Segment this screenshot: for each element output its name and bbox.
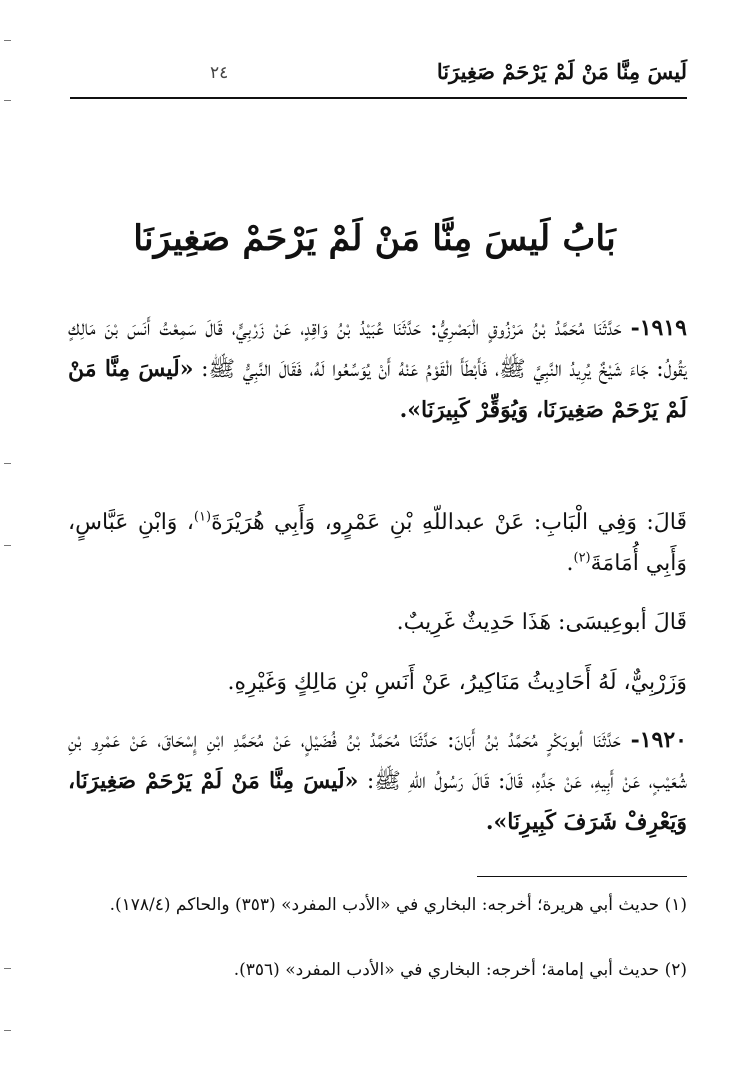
scan-margin-mark: [4, 1030, 11, 1031]
running-header: [70, 55, 687, 99]
scan-margin-mark: [4, 463, 11, 464]
footnote-1: (١) حديث أبي هريرة؛ أخرجه: البخاري في «الأدب المفرد» (٣٥٣) والحاكم (١٧٨/٤).: [109, 895, 687, 915]
scan-margin-mark: [4, 545, 11, 546]
comment-abu-isa: قَالَ أبوعِيسَى: هَذَا حَدِيثٌ غَرِيبٌ.: [396, 610, 687, 635]
hadith-number: ١٩٢٠-: [630, 727, 687, 753]
scan-margin-mark: [4, 100, 11, 101]
hadith-text: حَدَّثَنَا أبوبَكْرٍ مُحَمَّدُ بْنُ أَبَانَ: حَدَّثَنَا مُحَمَّدُ بْنُ فُضَيْلٍ، عَنْ مُحَمَّدِ ابْنِ إِسْحَاقَ، عَنْ عَمْرِو بْنِ شُعَيْبٍ، عَنْ أَبِيهِ، عَنْ جَدِّهِ، قَالَ: قَالَ رَسُولُ اللّهِ ﷺ:: [68, 728, 687, 794]
hadith-number: ١٩١٩-: [630, 315, 687, 341]
page-number: ٢٤: [210, 63, 229, 83]
footnote-ref-1[interactable]: (١): [193, 509, 212, 525]
scan-margin-mark: [4, 968, 11, 969]
footnote-ref-2[interactable]: (٢): [573, 550, 591, 566]
prophet-quote: «لَيسَ مِنَّا مَنْ لَمْ يَرْحَمْ صَغِيرَنَا، وَيَعْرِفْ شَرَفَ كَبِيرِنَا».: [68, 768, 687, 835]
hadith-text: حَدَّثَنَا مُحَمَّدُ بْنُ مَرْزُوقٍ الْبَصْرِيُّ: حَدَّثَنَا عُبَيْدُ بْنُ وَاقِدٍ، عَنْ زَرْبِيٍّ، قَالَ سَمِعْتُ أَنَسَ بْنَ مَالِكٍ يَقُولُ: جَاءَ شَيْخٌ يُرِيدُ النَّبِيَّ ﷺ، فَأَبْطَأَ الْقَوْمُ عَنْهُ أَنْ يُوَسِّعُوا لَهُ، فَقَالَ النَّبِيُّ ﷺ:: [68, 316, 687, 382]
comment-text: قَالَ: وَفِي الْبَابِ: عَنْ عبداللّهِ بْنِ عَمْرٍو، وَأَبِي هُرَيْرَةَ: [211, 510, 687, 535]
chapter-title: بَابُ لَيسَ مِنَّا مَنْ لَمْ يَرْحَمْ صَغِيرَنَا: [133, 218, 616, 259]
comment-zarbi: وَزَرْبِيٌّ، لَهُ أَحَادِيثُ مَنَاكِيرُ، عَنْ أَنَسِ بْنِ مَالِكٍ وَغَيْرِهِ.: [227, 670, 687, 695]
comment-text: .: [566, 551, 574, 576]
running-title: لَيسَ مِنَّا مَنْ لَمْ يَرْحَمْ صَغِيرَنَا: [436, 59, 687, 84]
footnote-2: (٢) حديث أبي إمامة؛ أخرجه: البخاري في «الأدب المفرد» (٣٥٦).: [233, 960, 687, 980]
prophet-quote: «لَيسَ مِنَّا مَنْ لَمْ يَرْحَمْ صَغِيرَنَا، وَيُوَقِّرْ كَبِيرَنَا».: [68, 356, 687, 423]
hadith-1919: [68, 308, 687, 431]
comment-bab: [68, 502, 687, 584]
scan-margin-mark: [4, 40, 11, 41]
comment-text: ، وَابْنِ عَبَّاسٍ، وَأَبِي أُمَامَةَ: [68, 510, 687, 576]
footnote-separator: [477, 876, 687, 877]
hadith-1920: [68, 720, 687, 843]
